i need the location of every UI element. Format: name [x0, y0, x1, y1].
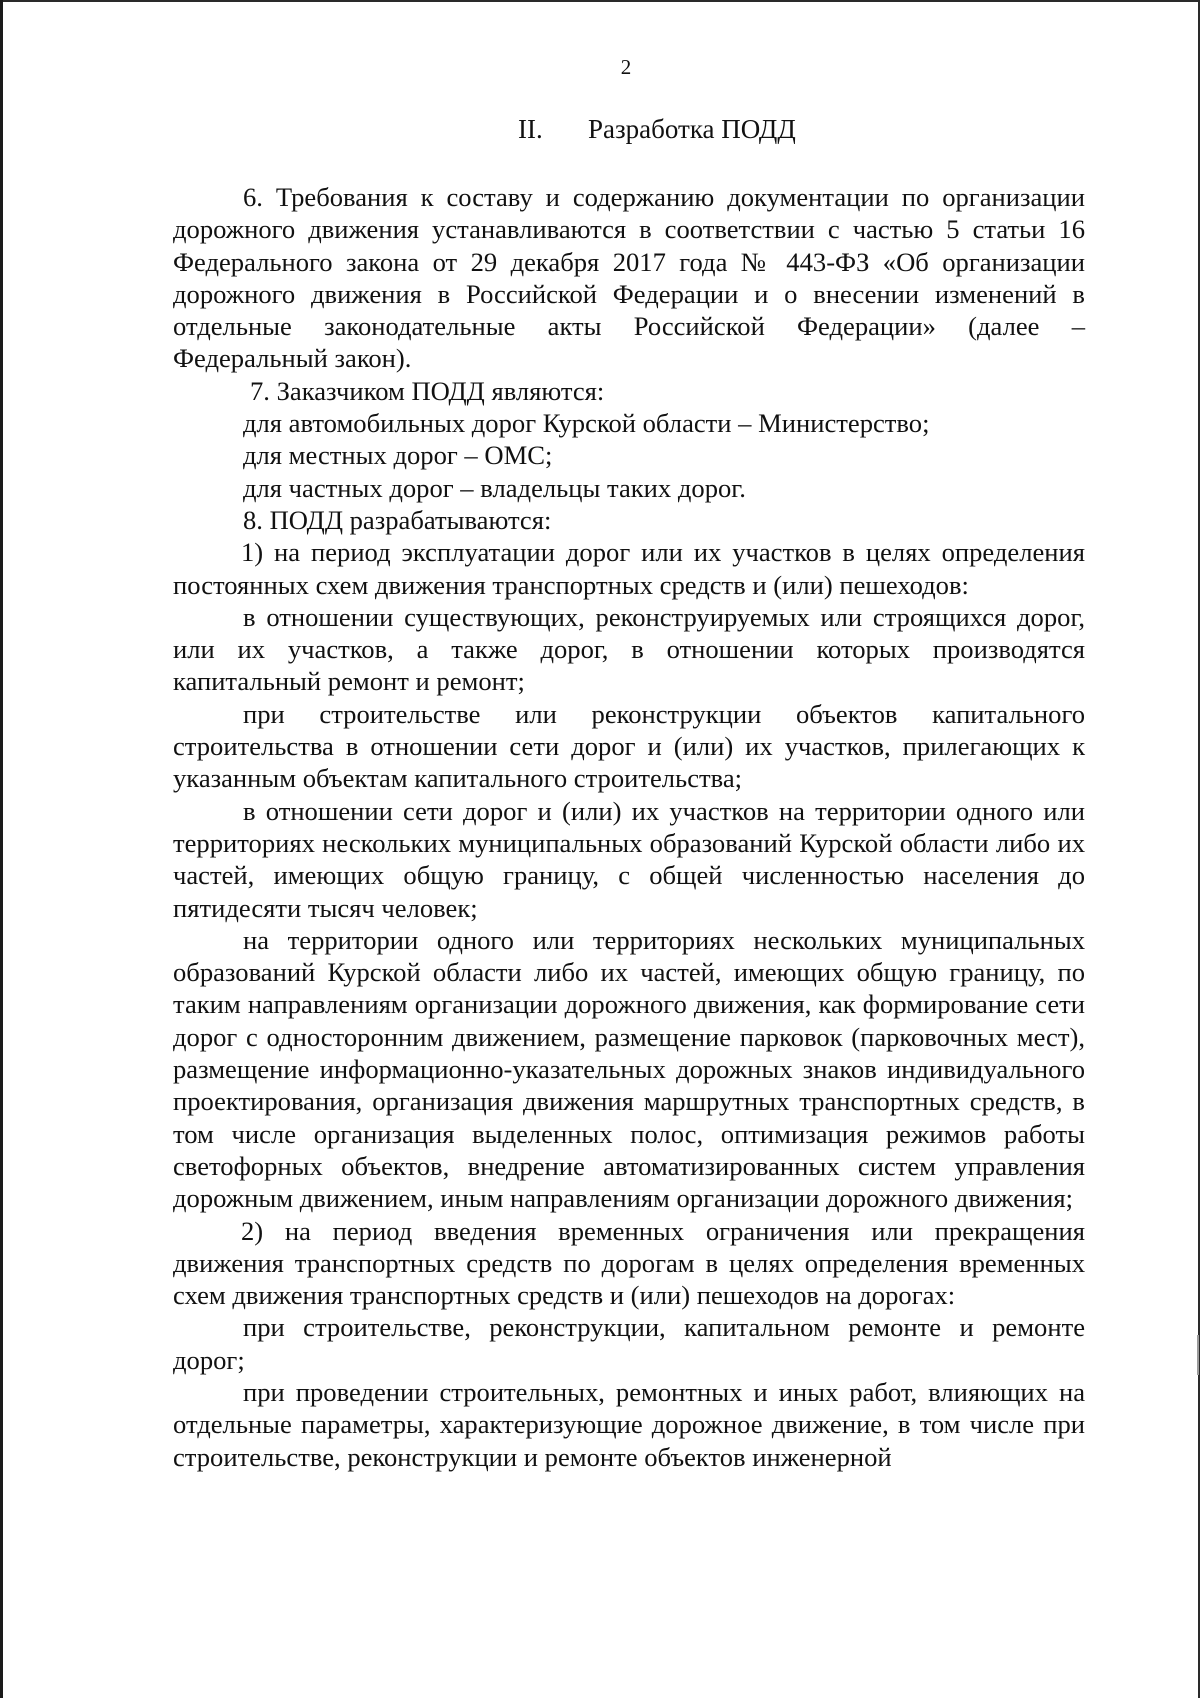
paragraph-8: 8. ПОДД разрабатываются: — [243, 504, 552, 535]
paragraph-8-item-2-engineering-works: при проведении строительных, ремонтных и иных работ, влияющих на отдельные параметры, характеризующие дорожное движение, в том числе при строительстве, реконструкции и ремонте объектов инженерной — [173, 1376, 1085, 1472]
paragraph-8-item-1: 1) на период эксплуатации дорог или их участков в целях определения постоянных схем движения транспортных средств и (или) пешеходов: — [173, 537, 1085, 600]
paragraph-8-item-1-capital-construction: при строительстве или реконструкции объектов капитального строительства в отношении сети дорог и (или) их участков, прилегающих к указанным объектам капитального строительства; — [173, 698, 1085, 794]
paragraph-7-item-local: для местных дорог – ОМС; — [243, 440, 553, 471]
scan-edge-top — [0, 0, 1200, 2]
section-title: Разработка ПОДД — [588, 114, 796, 144]
document-body — [173, 181, 1085, 1473]
paragraph-7-item-regional: для автомобильных дорог Курской области – Министерство; — [243, 408, 930, 439]
section-number: II. — [518, 114, 543, 144]
scan-edge-left — [0, 0, 3, 1698]
page-number: 2 — [620, 55, 632, 79]
paragraph-8-item-1-road-network: в отношении сети дорог и (или) их участков на территории одного или территориях нескольких муниципальных образований Курской области либо их частей, имеющих общую границу, с общей численностью населения до пятидесяти тысяч человек; — [173, 795, 1085, 923]
paragraph-8-item-1-traffic-directions: на территории одного или территориях нескольких муниципальных образований Курской области либо их частей, имеющих общую границу, по таким направлениям организации дорожного движения, как формирование сети дорог с односторонним движением, размещение парковок (парковочных мест), размещение информационно-указательных дорожных знаков индивидуального проектирования, организация движения маршрутных транспортных средств, в том числе организация выделенных полос, оптимизация режимов работы светофорных объектов, внедрение автоматизированных систем управления дорожным движением, иным направлениям организации дорожного движения; — [173, 924, 1085, 1214]
scan-mark — [1197, 1335, 1199, 1375]
paragraph-6: 6. Требования к составу и содержанию документации по организации дорожного движения устанавливаются в соответствии с частью 5 статьи 16 Федерального закона от 29 декабря 2017 года № 443-ФЗ «Об организации дорожного движения в Российской Федерации и о внесении изменений в отдельные законодательные акты Российской Федерации» (далее – Федеральный закон). — [173, 182, 1085, 374]
section-heading — [518, 114, 796, 145]
paragraph-8-item-2-road-works: при строительстве, реконструкции, капитальном ремонте и ремонте дорог; — [173, 1312, 1085, 1375]
paragraph-8-item-1-existing-roads: в отношении существующих, реконструируемых или строящихся дорог, или их участков, а также дорог, в отношении которых производятся капитальный ремонт и ремонт; — [173, 601, 1085, 697]
paragraph-8-item-2: 2) на период введения временных ограничения или прекращения движения транспортных средств по дорогам в целях определения временных схем движения транспортных средств и (или) пешеходов на дорогах: — [173, 1215, 1085, 1311]
paragraph-7-item-private: для частных дорог – владельцы таких дорог. — [243, 472, 746, 503]
paragraph-7: 7. Заказчиком ПОДД являются: — [250, 375, 605, 406]
